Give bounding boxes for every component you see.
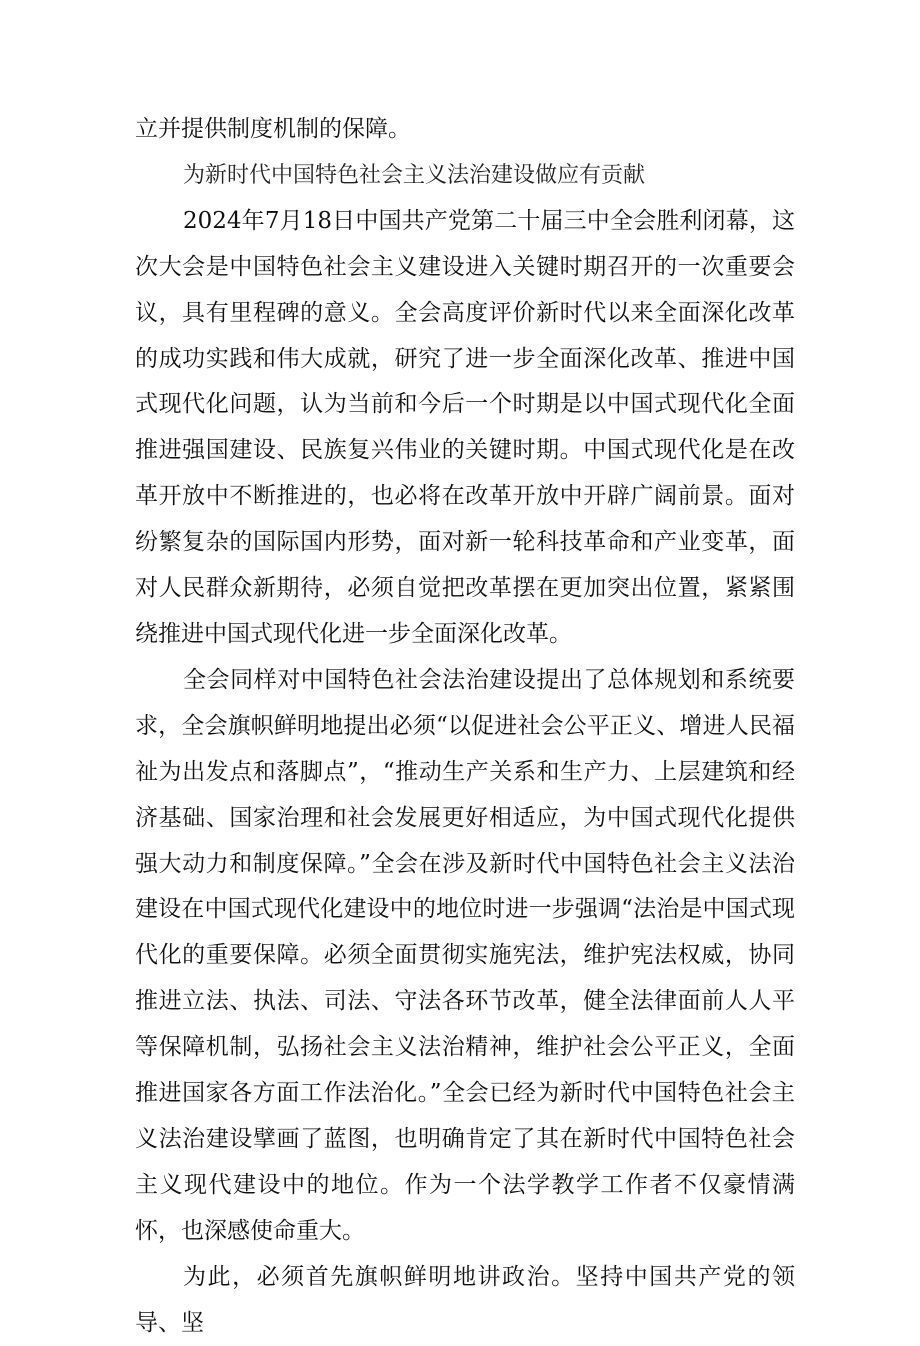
paragraph-continuation: 立并提供制度机制的保障。 [135,116,411,142]
document-body [135,107,795,1346]
paragraph-plenum-summary: 2024年7月18日中国共产党第二十届三中全会胜利闭幕，这次大会是中国特色社会主义建设进入关键时期召开的一次重要会议，具有里程碑的意义。全会高度评价新时代以来全面深化改革的成功实践和伟大成就，研究了进一步全面深化改革、推进中国式现代化问题，认为当前和今后一个时期是以中国式现代化全面推进强国建设、民族复兴伟业的关键时期。中国式现代化是在改革开放中不断推进的，也必将在改革开放中开辟广阔前景。面对纷繁复杂的国际国内形势，面对新一轮科技革命和产业变革，面对人民群众新期待，必须自觉把改革摆在更加突出位置，紧紧围绕推进中国式现代化进一步全面深化改革。 [135,207,795,647]
paragraph-politics: 为此，必须首先旗帜鲜明地讲政治。坚持中国共产党的领导、坚 [135,1263,795,1336]
section-heading: 为新时代中国特色社会主义法治建设做应有贡献 [183,162,646,188]
paragraph-rule-of-law: 全会同样对中国特色社会法治建设提出了总体规划和系统要求，全会旗帜鲜明地提出必须“以促进社会公平正义、增进人民福祉为出发点和落脚点”，“推动生产关系和生产力、上层建筑和经济基础、国家治理和社会发展更好相适应，为中国式现代化提供强大动力和制度保障。”全会在涉及新时代中国特色社会主义法治建设在中国式现代化建设中的地位时进一步强调“法治是中国式现代化的重要保障。必须全面贯彻实施宪法，维护宪法权威，协同推进立法、执法、司法、守法各环节改革，健全法律面前人人平等保障机制，弘扬社会主义法治精神，维护社会公平正义，全面推进国家各方面工作法治化。”全会已经为新时代中国特色社会主义法治建设擘画了蓝图，也明确肯定了其在新时代中国特色社会主义现代建设中的地位。作为一个法学教学工作者不仅豪情满怀，也深感使命重大。 [135,666,795,1244]
